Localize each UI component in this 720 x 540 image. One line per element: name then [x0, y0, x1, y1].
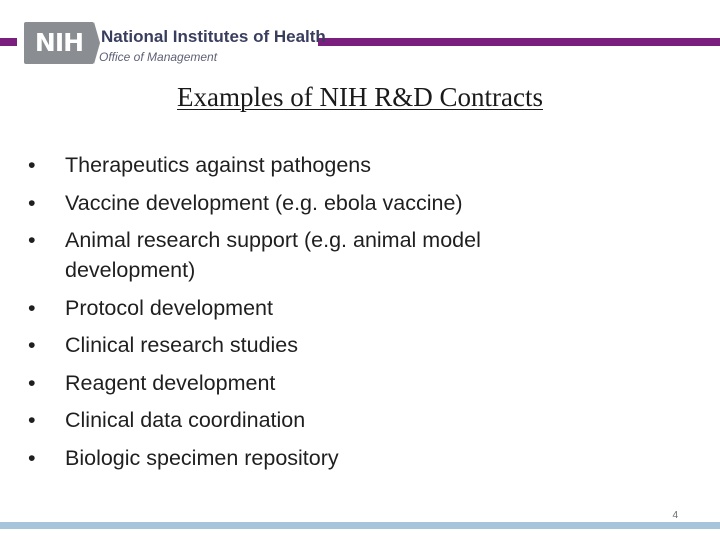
- footer-bar: [0, 522, 720, 529]
- nih-logo-text: NIH: [34, 28, 84, 57]
- bullet-list: [28, 150, 588, 480]
- bullet-item: • Vaccine development (e.g. ebola vaccine): [28, 188, 588, 218]
- bullet-item: • Clinical research studies: [28, 330, 588, 360]
- organization-name: National Institutes of Health: [101, 27, 326, 46]
- header-accent-bar-right: [318, 38, 720, 46]
- slide-title: [0, 80, 720, 114]
- page-number: 4: [672, 510, 678, 521]
- bullet-item: • Biologic specimen repository: [28, 443, 588, 473]
- bullet-item: • Reagent development: [28, 368, 588, 398]
- office-name: Office of Management: [99, 50, 218, 64]
- bullet-item: • Therapeutics against pathogens: [28, 150, 588, 180]
- bullet-item: • Clinical data coordination: [28, 405, 588, 435]
- header-accent-bar-left: [0, 38, 17, 46]
- bullet-item: • Protocol development: [28, 293, 588, 323]
- bullet-item: • Animal research support (e.g. animal model development): [28, 225, 588, 285]
- nih-logo: [24, 22, 94, 64]
- slide-title-text: Examples of NIH R&D Contracts: [177, 82, 543, 112]
